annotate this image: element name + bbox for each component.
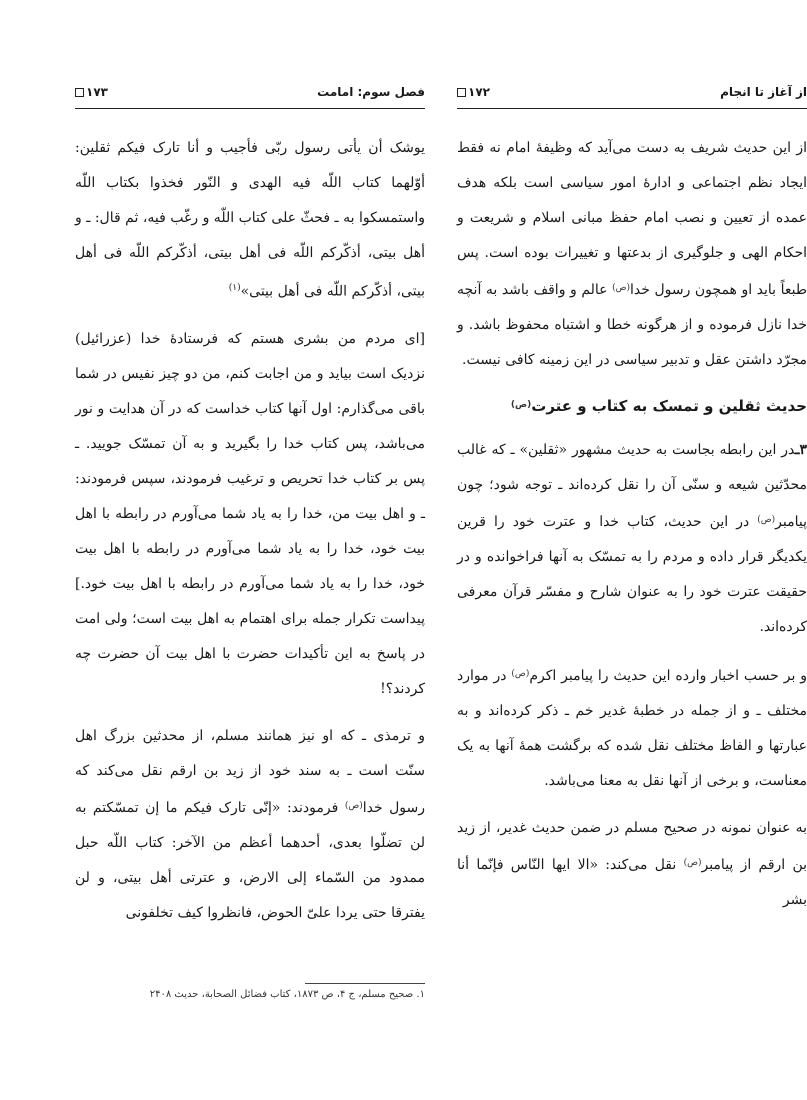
footnote: ۱. صحیح مسلم، ج ۴، ص ۱۸۷۳، کتاب فضائل الصحابة، حدیث ۲۴۰۸ — [149, 989, 425, 1000]
right-page-number: ۱۷۲ — [457, 85, 490, 99]
left-body-text — [75, 131, 425, 931]
honorific-symbol: (ص) — [511, 669, 530, 679]
left-page — [75, 82, 425, 1042]
right-paragraph-2: ۳ـدر این رابطه بجاست به حدیث مشهور «ثقلین» ـ که غالب محدّثین شیعه و سنّی آن را نقل کرده‌اند ـ توجه شود؛ چون پیامبر$^{(ص)}$ در این حدیث، کتاب خدا و عترت خود را قرین یکدیگر قرار داده و مردم را به تمسّک به آنها فراخوانده و در حقیقت عترت خود را به عنوان شارح و مفسّر قرآن معرفی کرده‌اند. — [457, 442, 807, 635]
right-page-header — [457, 82, 807, 109]
left-paragraph-3: و ترمذی ـ که او نیز همانند مسلم، از محدثین بزرگ اهل سنّت است ـ به سند خود از زید بن ارقم نقل می‌کند که رسول خدا$^{(ص)}$ فرمودند: «إنّی تارک فیکم ما إن تمسّکتم به لن تضلّوا بعدی، أحدهما أعظم من الآخر: کتاب اللّه حبل ممدود من السّماء إلی الارض، و عترتی أهل بیتی، و لن یفترقا حتی یردا علیّ الحوض، فانظروا کیف تخلفونی — [75, 727, 425, 921]
left-page-number: ۱۷۳ — [75, 85, 108, 99]
honorific-symbol: (ص) — [612, 283, 630, 293]
right-paragraph-1: از این حدیث شریف به دست می‌آید که وظیفهٔ امام نه فقط ایجاد نظم اجتماعی و ادارهٔ امور سیاسی است بلکه هدف عمده از تعیین و نصب امام حفظ مبانی اسلام و شریعت و احکام الهی و جلوگیری از بدعتها و تغییرات بوده است. پس طبعاً باید او همچون رسول خدا$^{(ص)}$ عالم و واقف باشد به آنچه خدا نازل فرموده و از هرگونه خطا و اشتباه محفوظ باشد. و مجرّد داشتن عقل و تدبیر سیاسی در این زمینه کافی نیست. — [457, 140, 807, 368]
right-paragraph-4: به عنوان نمونه در صحیح مسلم در ضمن حدیث غدیر، از زید بن ارقم از پیامبر$^{(ص)}$ نقل می‌کند: «الا ایها النّاس فإنّما أنا بشر — [457, 820, 807, 908]
honorific-symbol: (ص) — [344, 800, 363, 811]
left-paragraph-2: [ای مردم من بشری هستم که فرستادهٔ خدا (عزرائیل) نزدیک است بیاید و من اجابت کنم، من دو چیز نفیس در شما باقی می‌گذارم: اول آنها کتاب خداست که در آن هدایت و نور می‌باشد، پس کتاب خدا را بگیرید و به آن تمسّک جویید. ـ پس بر کتاب خدا تحریص و ترغیب فرمودند، سپس فرمودند: ـ و اهل بیت من، خدا را به یاد شما می‌آورم در رابطه با اهل بیت خود، خدا را به یاد شما می‌آورم در رابطه با اهل بیت خود، خدا را به یاد شما می‌آورم در رابطه با اهل بیت خود.] پیداست تکرار جمله برای اهتمام به اهل بیت است؛ ولی امت در پاسخ به این تأکیدات حضرت با اهل بیت آن حضرت چه کردند؟! — [75, 330, 425, 697]
honorific-symbol: (ص) — [683, 858, 702, 868]
left-header-title: فصل سوم: امامت — [317, 85, 425, 99]
page-box-icon — [75, 88, 84, 97]
right-body-text — [457, 131, 807, 918]
section-heading: حدیث ثقلین و تمسک به کتاب و عترت$^{(ص)}$ — [510, 397, 807, 415]
honorific-symbol: (ص) — [757, 515, 776, 525]
footnote-divider — [305, 983, 425, 984]
footnote-ref: (۱) — [228, 283, 241, 293]
right-page — [457, 82, 807, 1042]
paragraph-number: ۳ـ — [795, 442, 807, 458]
left-page-header — [75, 82, 425, 109]
right-header-title: از آغاز تا انجام — [720, 85, 807, 99]
honorific-symbol: (ص) — [510, 400, 532, 410]
left-paragraph-1: یوشک أن یأتی رسول ربّی فأجیب و أنا تارک فیکم ثقلین: أوّلهما کتاب اللّه فیه الهدی و النّور فخذوا بکتاب اللّه واستمسکوا به ـ فحثّ علی کتاب اللّه و رغّب فیه، ثم قال: ـ و أهل بیتی، أذکّرکم اللّه فی أهل بیتی، أذکّرکم اللّه فی أهل بیتی، أذکّرکم اللّه فی أهل بیتی»$^{(۱)}$ — [75, 140, 425, 300]
page-box-icon — [457, 88, 466, 97]
right-paragraph-3: و بر حسب اخبار وارده این حدیث را پیامبر اکرم$^{(ص)}$ در موارد مختلف ـ و از جمله در خطبهٔ غدیر خم ـ ذکر کرده‌اند و به عبارتها و الفاظ مختلف نقل شده که برگشت همهٔ آنها به یک معناست، و برخی از آنها نقل به معنا می‌باشد. — [457, 668, 807, 789]
